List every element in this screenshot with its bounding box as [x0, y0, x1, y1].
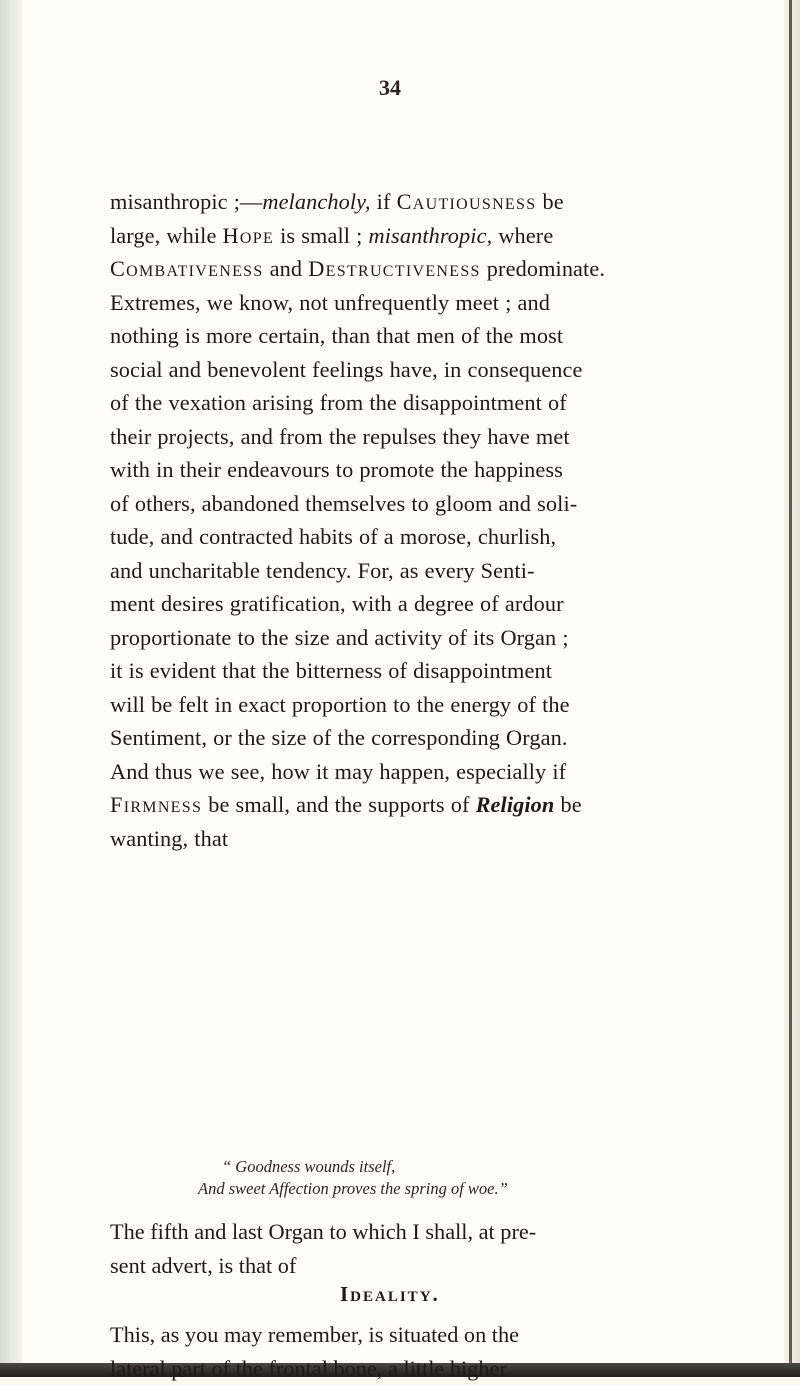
text-run: will be felt in exact proportion to the energy of the: [110, 692, 570, 717]
section-heading: Ideality.: [340, 1282, 440, 1307]
text-run: if: [371, 189, 397, 214]
body-line-15: [110, 654, 732, 688]
body-line-7: [110, 386, 732, 420]
body-line-11: [110, 520, 732, 554]
text-run: Religion: [476, 792, 555, 817]
third-paragraph: [110, 1318, 730, 1385]
body-line-14: [110, 621, 732, 655]
paragraph-line: This, as you may remember, is situated on the: [110, 1318, 730, 1352]
text-run: of the vexation arising from the disappointment of: [110, 390, 567, 415]
body-line-4: [110, 286, 732, 320]
text-run: And thus we see, how it may happen, especially if: [110, 759, 566, 784]
paragraph-line: lateral part of the frontal bone, a little higher: [110, 1352, 730, 1385]
text-run: Destructiveness: [308, 256, 481, 281]
body-line-8: [110, 420, 732, 454]
text-run: Firmness: [110, 792, 202, 817]
body-line-18: [110, 755, 732, 789]
paragraph-line: The fifth and last Organ to which I shall, at pre-: [110, 1215, 730, 1249]
page-number: 34: [360, 75, 420, 101]
text-run: be: [536, 189, 563, 214]
body-line-20: [110, 822, 732, 856]
text-run: Hope: [223, 223, 275, 248]
text-run: it is evident that the bitterness of disappointment: [110, 658, 552, 683]
text-run: and: [264, 256, 309, 281]
text-run: misanthropic,: [369, 223, 493, 248]
text-run: large, while: [110, 223, 223, 248]
quote-line-2: And sweet Affection proves the spring of woe.”: [198, 1178, 698, 1200]
text-run: be: [554, 792, 581, 817]
text-run: is small ;: [274, 223, 368, 248]
text-run: and uncharitable tendency. For, as every Senti-: [110, 558, 535, 583]
body-line-6: [110, 353, 732, 387]
main-paragraph: [110, 185, 732, 855]
verse-quotation: [198, 1156, 698, 1200]
text-run: Extremes, we know, not unfrequently meet ; and: [110, 290, 550, 315]
page-edge-rule: [789, 0, 792, 1377]
quote-line-1: “ Goodness wounds itself,: [222, 1156, 698, 1178]
paragraph-line: sent advert, is that of: [110, 1249, 730, 1283]
body-line-13: [110, 587, 732, 621]
body-line-19: [110, 788, 732, 822]
body-line-1: [110, 185, 732, 219]
text-run: where: [492, 223, 553, 248]
text-run: Cautiousness: [397, 189, 537, 214]
text-run: melancholy,: [262, 189, 370, 214]
body-line-12: [110, 554, 732, 588]
text-run: tude, and contracted habits of a morose, churlish,: [110, 524, 556, 549]
body-line-5: [110, 319, 732, 353]
page-right-margin: [784, 0, 800, 1377]
second-paragraph: [110, 1215, 730, 1282]
text-run: their projects, and from the repulses they have met: [110, 424, 570, 449]
text-run: misanthropic ;—: [110, 189, 262, 214]
body-line-2: [110, 219, 732, 253]
body-line-3: [110, 252, 732, 286]
text-run: social and benevolent feelings have, in consequence: [110, 357, 582, 382]
text-run: be small, and the supports of: [202, 792, 475, 817]
text-run: nothing is more certain, than that men of the most: [110, 323, 563, 348]
text-run: proportionate to the size and activity of its Organ ;: [110, 625, 569, 650]
text-run: of others, abandoned themselves to gloom and soli-: [110, 491, 577, 516]
body-line-9: [110, 453, 732, 487]
text-run: Combativeness: [110, 256, 264, 281]
text-run: predominate.: [481, 256, 605, 281]
text-run: Sentiment, or the size of the corresponding Organ.: [110, 725, 568, 750]
text-run: ment desires gratification, with a degree of ardour: [110, 591, 564, 616]
body-line-10: [110, 487, 732, 521]
text-run: with in their endeavours to promote the happiness: [110, 457, 563, 482]
body-line-17: [110, 721, 732, 755]
body-line-16: [110, 688, 732, 722]
text-run: wanting, that: [110, 826, 228, 851]
